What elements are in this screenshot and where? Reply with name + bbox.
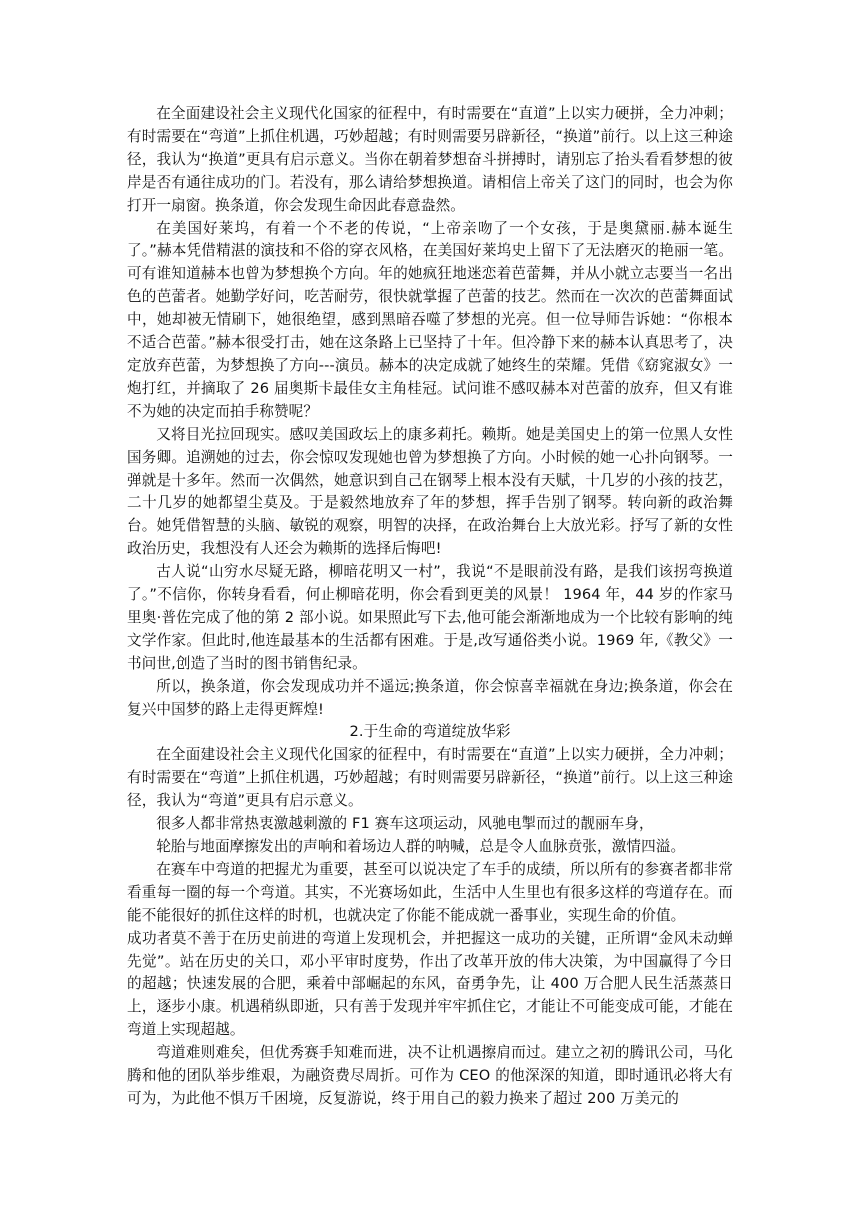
paragraph: 又将目光拉回现实。感叹美国政坛上的康多莉托。赖斯。她是美国史上的第一位黑人女性国务卿。追溯她的过去，你会惊叹发现她也曾为梦想换了方向。小时候的她一心扑向钢琴。一弹就是十多年。然而一次偶然，她意识到自己在钢琴上根本没有天赋，十几岁的小孩的技艺，二十几岁的她都望尘莫及。于是毅然地放弃了年的梦想，挥手告别了钢琴。转向新的政治舞台。她凭借智慧的头脑、敏锐的观察，明智的决择，在政治舞台上大放光彩。抒写了新的女性政治历史，我想没有人还会为赖斯的选择后悔吧! bbox=[127, 425, 733, 558]
section-heading: 2.于生命的弯道绽放华彩 bbox=[349, 723, 511, 741]
paragraph: 在全面建设社会主义现代化国家的征程中，有时需要在“直道”上以实力硬拼，全力冲刺；有时需要在“弯道”上抓住机遇，巧妙超越；有时则需要另辟新径，“换道”前行。以上这三种途径，我认为“弯道”更具有启示意义。 bbox=[127, 746, 733, 810]
paragraph: 在全面建设社会主义现代化国家的征程中，有时需要在“直道”上以实力硬拼，全力冲刺；有时需要在“弯道”上抓住机遇，巧妙超越；有时则需要另辟新径，“换道”前行。以上这三种途径，我认为“换道”更具有启示意义。当你在朝着梦想奋斗拼搏时，请别忘了抬头看看梦想的彼岸是否有通往成功的门。若没有，那么请给梦想换道。请相信上帝关了这门的同时，也会为你打开一扇窗。换条道，你会发现生命因此春意盎然。 bbox=[127, 105, 733, 214]
paragraph: 所以，换条道，你会发现成功并不遥远;换条道，你会惊喜幸福就在身边;换条道，你会在复兴中国梦的路上走得更辉煌! bbox=[127, 677, 733, 718]
paragraph: 在美国好莱坞，有着一个不老的传说，“上帝亲吻了一个女孩，于是奥黛丽.赫本诞生了。”赫本凭借精湛的演技和不俗的穿衣风格，在美国好莱坞史上留下了无法磨灭的艳丽一笔。可有谁知道赫本也曾为梦想换个方向。年的她疯狂地迷恋着芭蕾舞，并从小就立志要当一名出色的芭蕾者。她勤学好问，吃苦耐劳，很快就掌握了芭蕾的技艺。然而在一次次的芭蕾舞面试中，她却被无情刷下，她很绝望，感到黑暗吞噬了梦想的光亮。但一位导师告诉她：“你根本不适合芭蕾。”赫本很受打击，她在这条路上已坚持了十年。但冷静下来的赫本认真思考了，决定放弃芭蕾，为梦想换了方向---演员。赫本的决定成就了她终生的荣耀。凭借《窈窕淑女》一炮打红，并摘取了 26 届奥斯卡最佳女主角桂冠。试问谁不感叹赫本对芭蕾的放弃，但又有谁不为她的决定而拍手称赞呢？ bbox=[127, 219, 733, 420]
paragraph: 在赛车中弯道的把握尤为重要，甚至可以说决定了车手的成绩，所以所有的参赛者都非常看重每一圈的每一个弯道。其实，不光赛场如此，生活中人生里也有很多这样的弯道存在。而能不能很好的抓住这样的时机，也就决定了你能不能成就一番事业，实现生命的价值。 bbox=[127, 860, 733, 924]
document-body bbox=[127, 103, 733, 1111]
paragraph: 很多人都非常热衷激越刺激的 F1 赛车这项运动，风驰电掣而过的靓丽车身， bbox=[156, 815, 654, 833]
paragraph: 弯道难则难矣，但优秀赛手知难而进，决不让机遇擦肩而过。建立之初的腾讯公司，马化腾和他的团队举步维艰，为融资费尽周折。可作为 CEO 的他深深的知道，即时通讯必将大有可为，为此他不惧万千困境，反复游说，终于用自己的毅力换来了超过 200 万美元的 bbox=[127, 1044, 733, 1107]
paragraph: 古人说“山穷水尽疑无路，柳暗花明又一村”，我说“不是眼前没有路，是我们该拐弯换道了。”不信你，你转身看看，何止柳暗花明，你会看到更美的风景！ 1964 年，44 岁的作家马里奥·普佐完成了他的第 2 部小说。如果照此写下去,他可能会渐渐地成为一个比较有影响的纯文学作家。但此时,他连最基本的生活都有困难。于是,改写通俗类小说。1969 年,《教父》一书问世,创造了当时的图书销售纪录。 bbox=[127, 563, 733, 672]
paragraph: 轮胎与地面摩擦发出的声响和着场边人群的呐喊，总是令人血脉贲张，激情四溢。 bbox=[156, 838, 686, 855]
paragraph: 成功者莫不善于在历史前进的弯道上发现机会，并把握这一成功的关键，正所谓“金风未动蝉先觉”。站在历史的关口，邓小平审时度势，作出了改革开放的伟大决策，为中国赢得了今日的超越；快速发展的合肥，乘着中部崛起的东风，奋勇争先，让 400 万合肥人民生活蒸蒸日上，逐步小康。机遇稍纵即逝，只有善于发现并牢牢抓住它，才能让不可能变成可能，才能在弯道上实现超越。 bbox=[127, 929, 733, 1039]
